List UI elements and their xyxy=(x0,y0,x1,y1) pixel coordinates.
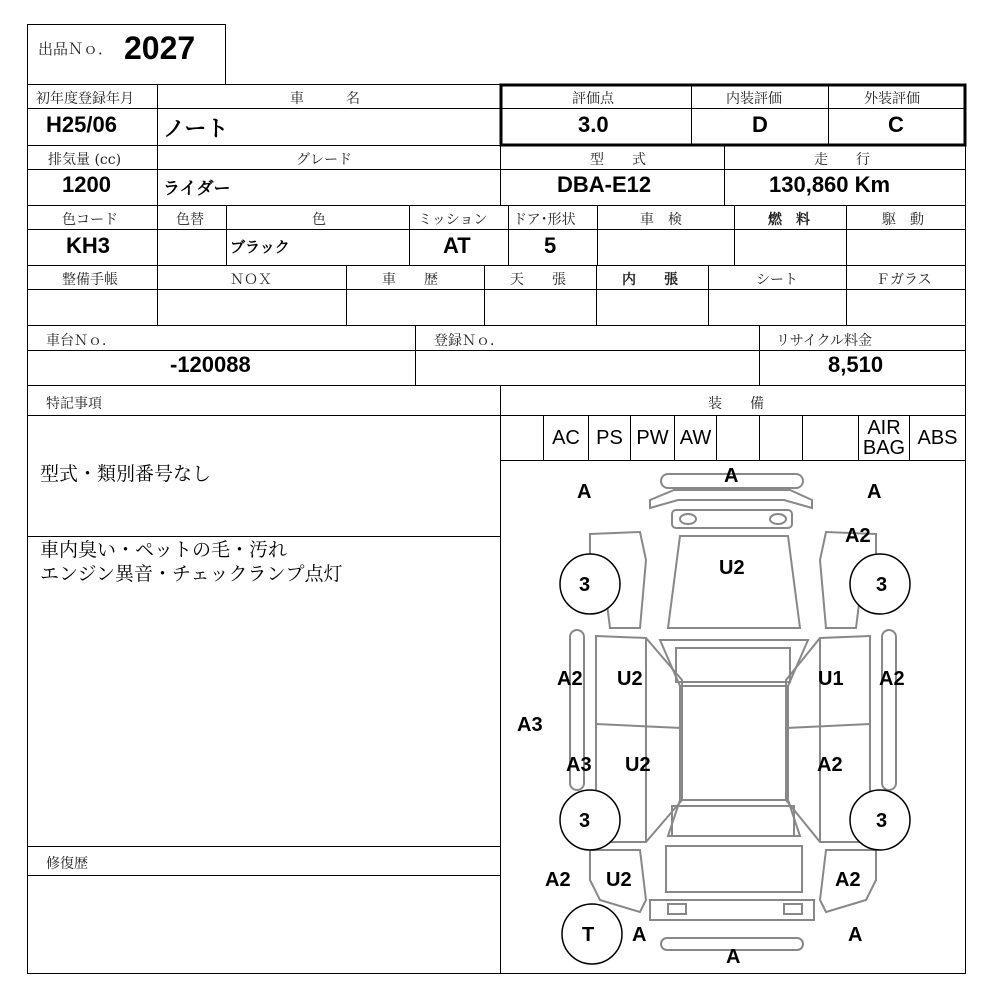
damage-front-right: A xyxy=(867,481,882,503)
equip-pw: PW xyxy=(636,427,669,449)
damage-spare-tire: T xyxy=(582,924,595,946)
car-name-value: ノート xyxy=(163,116,229,141)
equip-aw: AW xyxy=(679,427,712,449)
displacement-label: 排気量 (cc) xyxy=(48,152,122,168)
mission-value: AT xyxy=(443,233,471,258)
damage-left-pillar: A2 xyxy=(557,668,583,690)
displacement-value: 1200 xyxy=(62,172,111,197)
damage-hood: U2 xyxy=(719,557,745,579)
damage-front-center: A xyxy=(724,465,739,487)
damage-left-sill: A3 xyxy=(517,714,543,736)
damage-right-door-rear: A2 xyxy=(817,754,843,776)
damage-right-pillar: A2 xyxy=(879,668,905,690)
model-value: DBA-E12 xyxy=(557,172,652,197)
maintenance-label: 整備手帳 xyxy=(62,272,118,288)
score-label: 評価点 xyxy=(572,91,614,107)
damage-left-rear-panel: U2 xyxy=(606,869,632,891)
recycle-label: リサイクル料金 xyxy=(776,333,873,349)
nox-label: ＮＯＸ xyxy=(230,272,272,288)
grade-value: ライダー xyxy=(163,179,231,199)
score-value: 3.0 xyxy=(578,112,609,137)
drive-label: 駆 動 xyxy=(882,212,924,228)
first-reg-value: H25/06 xyxy=(46,112,117,137)
damage-right-door-front: U1 xyxy=(818,668,844,690)
damage-fender-right: A2 xyxy=(845,525,871,547)
exterior-value: C xyxy=(888,112,904,137)
damage-right-quarter: A2 xyxy=(835,869,861,891)
mission-label: ミッション xyxy=(418,212,488,228)
damage-tire-front-left: 3 xyxy=(579,574,591,596)
history-label: 車 歴 xyxy=(382,272,438,288)
color-label: 色 xyxy=(312,212,326,228)
damage-left-door-rear: U2 xyxy=(625,754,651,776)
seat-label: シート xyxy=(756,272,798,288)
exterior-label: 外装評価 xyxy=(864,91,920,107)
mileage-label: 走 行 xyxy=(814,152,870,168)
grade-label: グレード xyxy=(296,152,352,168)
lot-number: 2027 xyxy=(124,30,196,66)
fuel-label: 燃 料 xyxy=(768,212,810,228)
roof-label: 天 張 xyxy=(510,272,566,288)
glass-label: Ｆガラス xyxy=(876,272,932,288)
door-value: 5 xyxy=(544,233,557,258)
equip-ac: AC xyxy=(552,427,580,449)
color-value: ブラック xyxy=(230,238,290,256)
damage-left-rear-pillar: A3 xyxy=(566,754,592,776)
damage-front-left: A xyxy=(577,481,592,503)
model-label: 型 式 xyxy=(590,152,646,168)
color-change-label: 色替 xyxy=(176,212,204,228)
equip-airbag-line2: BAG xyxy=(862,437,906,459)
damage-left-door-front: U2 xyxy=(617,668,643,690)
damage-rear-center: A xyxy=(726,946,741,968)
notes-label: 特記事項 xyxy=(46,396,102,412)
repair-history-label: 修復歴 xyxy=(46,856,88,872)
damage-tire-rear-left: 3 xyxy=(579,810,591,832)
car-name-label: 車 名 xyxy=(290,91,360,107)
note-line-3: エンジン異音・チェックランプ点灯 xyxy=(40,563,343,585)
color-code-value: KH3 xyxy=(66,233,111,258)
chassis-label: 車台Ｎｏ． xyxy=(46,333,116,349)
equipment-label: 装 備 xyxy=(708,396,764,412)
mileage-value: 130,860 Km xyxy=(769,172,891,197)
note-line-2: 車内臭い・ペットの毛・汚れ xyxy=(40,539,288,561)
recycle-value: 8,510 xyxy=(828,352,884,377)
interior-value: D xyxy=(752,112,768,137)
lot-label: 出品Ｎｏ． xyxy=(38,40,114,58)
damage-rear-left: A xyxy=(632,924,647,946)
equip-abs: ABS xyxy=(917,427,958,449)
interior-lining-label: 内 張 xyxy=(622,272,678,288)
door-label: ドア･形状 xyxy=(513,212,576,228)
equip-airbag-line1: AIR xyxy=(867,417,901,439)
damage-tire-front-right: 3 xyxy=(876,574,888,596)
damage-rear-right: A xyxy=(848,924,863,946)
equip-ps: PS xyxy=(596,427,623,449)
chassis-value: -120088 xyxy=(170,352,251,377)
color-code-label: 色コード xyxy=(62,212,118,228)
inspection-label: 車 検 xyxy=(640,212,682,228)
damage-left-quarter: A2 xyxy=(545,869,571,891)
reg-no-label: 登録Ｎｏ． xyxy=(434,333,504,349)
interior-label: 内装評価 xyxy=(726,91,782,107)
note-line-1: 型式・類別番号なし xyxy=(40,463,212,485)
damage-tire-rear-right: 3 xyxy=(876,810,888,832)
first-reg-label: 初年度登録年月 xyxy=(36,91,134,107)
